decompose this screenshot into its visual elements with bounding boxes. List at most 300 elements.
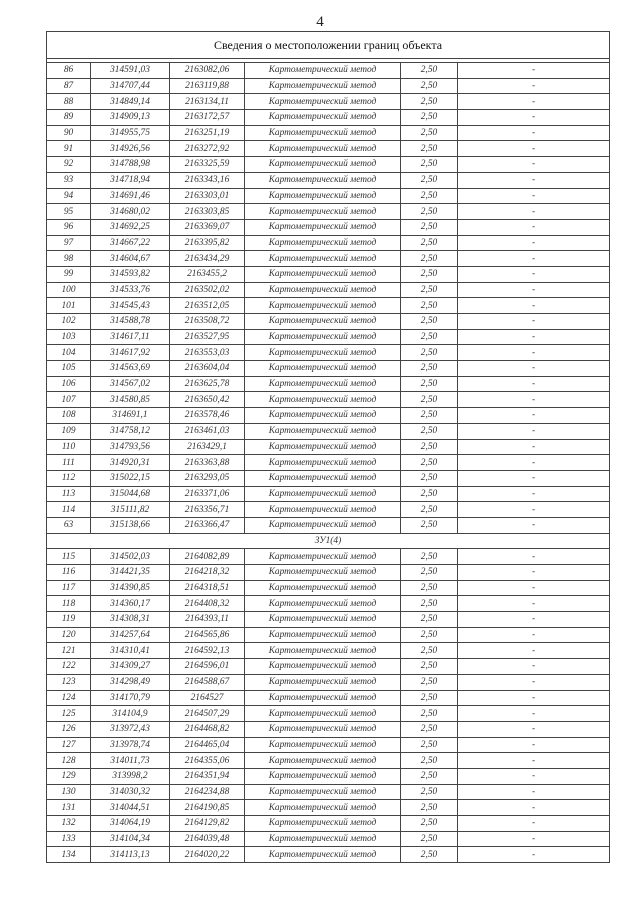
x-coordinate-cell: 314667,22 [91,235,170,251]
table-row [47,392,610,408]
table-row [47,612,610,628]
description-cell: - [458,721,610,737]
y-coordinate-cell: 2163082,06 [170,63,245,79]
description-cell: - [458,816,610,832]
description-cell: - [458,219,610,235]
table-row [47,580,610,596]
description-cell: - [458,690,610,706]
point-number-cell: 97 [47,235,91,251]
accuracy-cell: 2,50 [401,784,458,800]
table-row [47,235,610,251]
x-coordinate-cell: 314044,51 [91,800,170,816]
y-coordinate-cell: 2164039,48 [170,831,245,847]
x-coordinate-cell: 314849,14 [91,94,170,110]
point-number-cell: 118 [47,596,91,612]
x-coordinate-cell: 314390,85 [91,580,170,596]
description-cell: - [458,517,610,533]
y-coordinate-cell: 2163455,2 [170,266,245,282]
description-cell: - [458,847,610,863]
method-cell: Картометрический метод [245,376,401,392]
x-coordinate-cell: 314617,92 [91,345,170,361]
method-cell: Картометрический метод [245,612,401,628]
y-coordinate-cell: 2163429,1 [170,439,245,455]
point-number-cell: 104 [47,345,91,361]
description-cell: - [458,251,610,267]
method-cell: Картометрический метод [245,470,401,486]
x-coordinate-cell: 314360,17 [91,596,170,612]
table-row [47,816,610,832]
accuracy-cell: 2,50 [401,486,458,502]
y-coordinate-cell: 2164234,88 [170,784,245,800]
table-row [47,831,610,847]
table-row [47,423,610,439]
table-title-row [47,32,610,59]
table-row [47,282,610,298]
point-number-cell: 99 [47,266,91,282]
point-number-cell: 127 [47,737,91,753]
table-title: Сведения о местоположении границ объекта [47,32,610,59]
point-number-cell: 128 [47,753,91,769]
description-cell: - [458,674,610,690]
y-coordinate-cell: 2163604,04 [170,361,245,377]
x-coordinate-cell: 314567,02 [91,376,170,392]
point-number-cell: 106 [47,376,91,392]
description-cell: - [458,172,610,188]
accuracy-cell: 2,50 [401,612,458,628]
accuracy-cell: 2,50 [401,596,458,612]
method-cell: Картометрический метод [245,251,401,267]
table-row [47,110,610,126]
accuracy-cell: 2,50 [401,690,458,706]
accuracy-cell: 2,50 [401,94,458,110]
point-number-cell: 133 [47,831,91,847]
point-number-cell: 131 [47,800,91,816]
table-row [47,659,610,675]
description-cell: - [458,596,610,612]
x-coordinate-cell: 314680,02 [91,204,170,220]
accuracy-cell: 2,50 [401,282,458,298]
method-cell: Картометрический метод [245,768,401,784]
x-coordinate-cell: 315111,82 [91,502,170,518]
y-coordinate-cell: 2164020,22 [170,847,245,863]
accuracy-cell: 2,50 [401,847,458,863]
method-cell: Картометрический метод [245,172,401,188]
method-cell: Картометрический метод [245,345,401,361]
description-cell: - [458,188,610,204]
description-cell: - [458,831,610,847]
accuracy-cell: 2,50 [401,392,458,408]
table-row [47,63,610,79]
method-cell: Картометрический метод [245,627,401,643]
method-cell: Картометрический метод [245,266,401,282]
y-coordinate-cell: 2163502,02 [170,282,245,298]
accuracy-cell: 2,50 [401,188,458,204]
point-number-cell: 117 [47,580,91,596]
description-cell: - [458,455,610,471]
accuracy-cell: 2,50 [401,423,458,439]
y-coordinate-cell: 2163293,05 [170,470,245,486]
x-coordinate-cell: 315138,66 [91,517,170,533]
method-cell: Картометрический метод [245,141,401,157]
point-number-cell: 108 [47,408,91,424]
accuracy-cell: 2,50 [401,816,458,832]
method-cell: Картометрический метод [245,455,401,471]
x-coordinate-cell: 314533,76 [91,282,170,298]
method-cell: Картометрический метод [245,157,401,173]
y-coordinate-cell: 2163363,88 [170,455,245,471]
method-cell: Картометрический метод [245,361,401,377]
y-coordinate-cell: 2164351,94 [170,768,245,784]
x-coordinate-cell: 314113,13 [91,847,170,863]
method-cell: Картометрический метод [245,549,401,565]
table-row [47,721,610,737]
description-cell: - [458,266,610,282]
y-coordinate-cell: 2163371,06 [170,486,245,502]
table-row [47,329,610,345]
y-coordinate-cell: 2163343,16 [170,172,245,188]
description-cell: - [458,376,610,392]
method-cell: Картометрический метод [245,63,401,79]
x-coordinate-cell: 314604,67 [91,251,170,267]
accuracy-cell: 2,50 [401,455,458,471]
table-row [47,706,610,722]
table-row [47,125,610,141]
x-coordinate-cell: 315022,15 [91,470,170,486]
method-cell: Картометрический метод [245,517,401,533]
table-row [47,345,610,361]
y-coordinate-cell: 2164588,67 [170,674,245,690]
table-row [47,565,610,581]
accuracy-cell: 2,50 [401,141,458,157]
x-coordinate-cell: 314309,27 [91,659,170,675]
description-cell: - [458,298,610,314]
method-cell: Картометрический метод [245,188,401,204]
method-cell: Картометрический метод [245,408,401,424]
point-number-cell: 93 [47,172,91,188]
accuracy-cell: 2,50 [401,768,458,784]
y-coordinate-cell: 2164465,04 [170,737,245,753]
y-coordinate-cell: 2164318,51 [170,580,245,596]
x-coordinate-cell: 314545,43 [91,298,170,314]
method-cell: Картометрический метод [245,847,401,863]
point-number-cell: 112 [47,470,91,486]
description-cell: - [458,659,610,675]
point-number-cell: 100 [47,282,91,298]
description-cell: - [458,94,610,110]
section-row [47,533,610,549]
table-row [47,439,610,455]
point-number-cell: 134 [47,847,91,863]
description-cell: - [458,565,610,581]
point-number-cell: 120 [47,627,91,643]
point-number-cell: 87 [47,78,91,94]
description-cell: - [458,63,610,79]
description-cell: - [458,314,610,330]
y-coordinate-cell: 2163527,95 [170,329,245,345]
point-number-cell: 86 [47,63,91,79]
point-number-cell: 125 [47,706,91,722]
x-coordinate-cell: 313972,43 [91,721,170,737]
accuracy-cell: 2,50 [401,470,458,486]
boundary-table-body [47,32,610,863]
x-coordinate-cell: 314591,03 [91,63,170,79]
y-coordinate-cell: 2163578,46 [170,408,245,424]
x-coordinate-cell: 314909,13 [91,110,170,126]
description-cell: - [458,361,610,377]
point-number-cell: 98 [47,251,91,267]
y-coordinate-cell: 2163366,47 [170,517,245,533]
accuracy-cell: 2,50 [401,314,458,330]
table-row [47,188,610,204]
method-cell: Картометрический метод [245,486,401,502]
accuracy-cell: 2,50 [401,408,458,424]
method-cell: Картометрический метод [245,392,401,408]
table-row [47,361,610,377]
x-coordinate-cell: 314308,31 [91,612,170,628]
y-coordinate-cell: 2163119,88 [170,78,245,94]
y-coordinate-cell: 2163512,05 [170,298,245,314]
y-coordinate-cell: 2163303,01 [170,188,245,204]
x-coordinate-cell: 314104,34 [91,831,170,847]
method-cell: Картометрический метод [245,423,401,439]
y-coordinate-cell: 2164190,85 [170,800,245,816]
description-cell: - [458,125,610,141]
x-coordinate-cell: 313978,74 [91,737,170,753]
method-cell: Картометрический метод [245,565,401,581]
accuracy-cell: 2,50 [401,172,458,188]
description-cell: - [458,800,610,816]
y-coordinate-cell: 2163325,59 [170,157,245,173]
x-coordinate-cell: 314707,44 [91,78,170,94]
y-coordinate-cell: 2164596,01 [170,659,245,675]
table-row [47,800,610,816]
point-number-cell: 101 [47,298,91,314]
y-coordinate-cell: 2164129,82 [170,816,245,832]
method-cell: Картометрический метод [245,204,401,220]
point-number-cell: 129 [47,768,91,784]
accuracy-cell: 2,50 [401,643,458,659]
method-cell: Картометрический метод [245,439,401,455]
x-coordinate-cell: 314170,79 [91,690,170,706]
description-cell: - [458,78,610,94]
x-coordinate-cell: 314926,56 [91,141,170,157]
boundary-table [46,31,610,863]
accuracy-cell: 2,50 [401,266,458,282]
method-cell: Картометрический метод [245,235,401,251]
point-number-cell: 111 [47,455,91,471]
method-cell: Картометрический метод [245,737,401,753]
x-coordinate-cell: 314758,12 [91,423,170,439]
accuracy-cell: 2,50 [401,721,458,737]
y-coordinate-cell: 2163461,03 [170,423,245,439]
point-number-cell: 91 [47,141,91,157]
table-row [47,314,610,330]
accuracy-cell: 2,50 [401,298,458,314]
accuracy-cell: 2,50 [401,580,458,596]
table-row [47,172,610,188]
description-cell: - [458,627,610,643]
method-cell: Картометрический метод [245,659,401,675]
point-number-cell: 88 [47,94,91,110]
x-coordinate-cell: 314064,19 [91,816,170,832]
point-number-cell: 114 [47,502,91,518]
accuracy-cell: 2,50 [401,706,458,722]
description-cell: - [458,549,610,565]
x-coordinate-cell: 314502,03 [91,549,170,565]
description-cell: - [458,392,610,408]
point-number-cell: 122 [47,659,91,675]
accuracy-cell: 2,50 [401,659,458,675]
description-cell: - [458,204,610,220]
x-coordinate-cell: 314257,64 [91,627,170,643]
accuracy-cell: 2,50 [401,78,458,94]
accuracy-cell: 2,50 [401,549,458,565]
point-number-cell: 132 [47,816,91,832]
method-cell: Картометрический метод [245,78,401,94]
description-cell: - [458,157,610,173]
y-coordinate-cell: 2163369,07 [170,219,245,235]
method-cell: Картометрический метод [245,816,401,832]
description-cell: - [458,502,610,518]
description-cell: - [458,282,610,298]
method-cell: Картометрический метод [245,721,401,737]
point-number-cell: 92 [47,157,91,173]
point-number-cell: 124 [47,690,91,706]
description-cell: - [458,737,610,753]
x-coordinate-cell: 313998,2 [91,768,170,784]
table-row [47,768,610,784]
point-number-cell: 107 [47,392,91,408]
accuracy-cell: 2,50 [401,329,458,345]
page-number: 4 [316,14,324,30]
description-cell: - [458,753,610,769]
table-row [47,784,610,800]
point-number-cell: 123 [47,674,91,690]
point-number-cell: 63 [47,517,91,533]
point-number-cell: 94 [47,188,91,204]
table-row [47,517,610,533]
table-row [47,627,610,643]
y-coordinate-cell: 2163625,78 [170,376,245,392]
y-coordinate-cell: 2163650,42 [170,392,245,408]
accuracy-cell: 2,50 [401,376,458,392]
point-number-cell: 121 [47,643,91,659]
table-row [47,266,610,282]
method-cell: Картометрический метод [245,831,401,847]
table-row [47,847,610,863]
description-cell: - [458,486,610,502]
section-label: ЗУ1(4) [47,533,610,549]
y-coordinate-cell: 2163134,11 [170,94,245,110]
accuracy-cell: 2,50 [401,517,458,533]
description-cell: - [458,408,610,424]
description-cell: - [458,423,610,439]
accuracy-cell: 2,50 [401,800,458,816]
method-cell: Картометрический метод [245,580,401,596]
accuracy-cell: 2,50 [401,204,458,220]
accuracy-cell: 2,50 [401,251,458,267]
accuracy-cell: 2,50 [401,502,458,518]
method-cell: Картометрический метод [245,800,401,816]
x-coordinate-cell: 314563,69 [91,361,170,377]
x-coordinate-cell: 314298,49 [91,674,170,690]
table-row [47,204,610,220]
method-cell: Картометрический метод [245,314,401,330]
y-coordinate-cell: 2163356,71 [170,502,245,518]
y-coordinate-cell: 2163251,19 [170,125,245,141]
accuracy-cell: 2,50 [401,439,458,455]
point-number-cell: 116 [47,565,91,581]
table-row [47,376,610,392]
description-cell: - [458,470,610,486]
y-coordinate-cell: 2163172,57 [170,110,245,126]
point-number-cell: 103 [47,329,91,345]
y-coordinate-cell: 2164507,29 [170,706,245,722]
x-coordinate-cell: 314030,32 [91,784,170,800]
method-cell: Картометрический метод [245,125,401,141]
point-number-cell: 89 [47,110,91,126]
description-cell: - [458,768,610,784]
table-row [47,78,610,94]
x-coordinate-cell: 314718,94 [91,172,170,188]
table-row [47,470,610,486]
table-row [47,298,610,314]
table-row [47,141,610,157]
table-row [47,455,610,471]
method-cell: Картометрический метод [245,94,401,110]
x-coordinate-cell: 314955,75 [91,125,170,141]
description-cell: - [458,141,610,157]
table-row [47,643,610,659]
x-coordinate-cell: 314691,46 [91,188,170,204]
point-number-cell: 126 [47,721,91,737]
point-number-cell: 113 [47,486,91,502]
accuracy-cell: 2,50 [401,157,458,173]
x-coordinate-cell: 314593,82 [91,266,170,282]
x-coordinate-cell: 314692,25 [91,219,170,235]
point-number-cell: 102 [47,314,91,330]
x-coordinate-cell: 314788,98 [91,157,170,173]
y-coordinate-cell: 2164393,11 [170,612,245,628]
table-row [47,674,610,690]
method-cell: Картометрический метод [245,753,401,769]
table-row [47,251,610,267]
point-number-cell: 110 [47,439,91,455]
table-row [47,737,610,753]
description-cell: - [458,439,610,455]
accuracy-cell: 2,50 [401,219,458,235]
table-row [47,157,610,173]
table-row [47,219,610,235]
description-cell: - [458,643,610,659]
table-row [47,486,610,502]
y-coordinate-cell: 2164565,86 [170,627,245,643]
y-coordinate-cell: 2164218,32 [170,565,245,581]
point-number-cell: 115 [47,549,91,565]
y-coordinate-cell: 2163395,82 [170,235,245,251]
x-coordinate-cell: 314421,35 [91,565,170,581]
method-cell: Картометрический метод [245,110,401,126]
x-coordinate-cell: 315044,68 [91,486,170,502]
y-coordinate-cell: 2163553,03 [170,345,245,361]
y-coordinate-cell: 2163303,85 [170,204,245,220]
y-coordinate-cell: 2164527 [170,690,245,706]
accuracy-cell: 2,50 [401,125,458,141]
y-coordinate-cell: 2164592,13 [170,643,245,659]
y-coordinate-cell: 2163434,29 [170,251,245,267]
table-row [47,753,610,769]
accuracy-cell: 2,50 [401,565,458,581]
